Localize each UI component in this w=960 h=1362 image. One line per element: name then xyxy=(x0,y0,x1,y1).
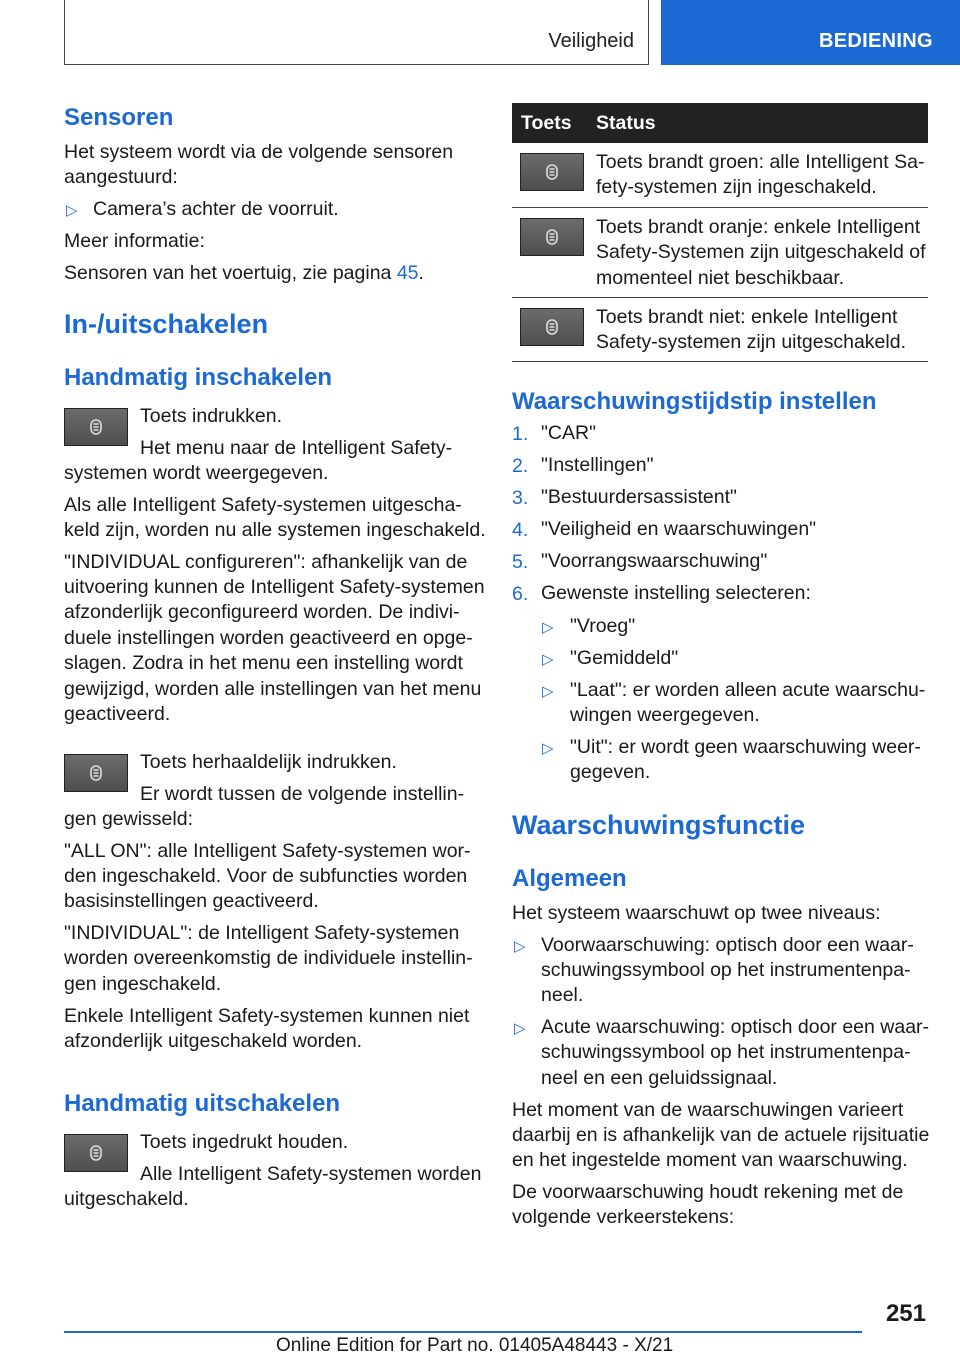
intelligent-safety-button-icon xyxy=(64,408,128,446)
sensors-heading: Sensoren xyxy=(64,104,174,131)
step-text: Gewenste instelling selecteren: xyxy=(541,582,811,604)
triangle-bullet-icon: ▷ xyxy=(542,651,554,668)
table-cell-status: Toets brandt oranje: enkele Intelligent xyxy=(596,216,921,238)
general-heading: Algemeen xyxy=(512,865,627,892)
sub-option-text: "Vroeg" xyxy=(570,615,636,637)
step-number: 4. xyxy=(512,519,529,541)
sub-option-text: "Gemiddeld" xyxy=(570,647,679,669)
body-text: den ingeschakeld. Voor de subfuncties worden xyxy=(64,865,468,887)
bullet-text: schuwingssymbool op het instrumentenpa- xyxy=(541,959,911,981)
sensors-text-line: aangestuurd: xyxy=(64,166,178,188)
table-cell-status: Safety-Systemen zijn uitgeschakeld of xyxy=(596,241,926,263)
step-text: "Veiligheid en waarschuwingen" xyxy=(541,518,817,540)
body-text: gewijzigd, worden alle instellingen van het menu xyxy=(64,678,482,700)
manual-off-heading: Handmatig uitschakelen xyxy=(64,1090,341,1117)
intelligent-safety-button-icon xyxy=(64,1134,128,1172)
sub-option-text: gegeven. xyxy=(570,761,651,783)
off-step-text: Alle Intelligent Safety-systemen worden xyxy=(140,1163,482,1185)
body-text: basisinstellingen geactiveerd. xyxy=(64,890,319,912)
triangle-bullet-icon: ▷ xyxy=(542,683,554,700)
bullet-text: Acute waarschuwing: optisch door een waar- xyxy=(541,1016,930,1038)
body-text: gen ingeschakeld. xyxy=(64,973,222,995)
footer-edition: Online Edition for Part no. 01405A48443 - X/21 xyxy=(276,1335,674,1356)
step-number: 6. xyxy=(512,583,529,605)
body-text: uitvoering kunnen de Intelligent Safety-systemen xyxy=(64,576,485,598)
header-section-title: Veiligheid xyxy=(548,30,634,52)
triangle-bullet-icon: ▷ xyxy=(542,740,554,757)
off-step-text: Toets ingedrukt houden. xyxy=(140,1131,349,1153)
table-row xyxy=(512,208,928,298)
body-text: keld zijn, worden nu alle systemen ingeschakeld. xyxy=(64,519,486,541)
triangle-bullet-icon: ▷ xyxy=(66,202,78,219)
manual-on-heading: Handmatig inschakelen xyxy=(64,364,333,391)
body-text: Het moment van de waarschuwingen varieert xyxy=(512,1099,904,1121)
off-step-text: uitgeschakeld. xyxy=(64,1188,189,1210)
body-text: volgende verkeerstekens: xyxy=(512,1206,735,1228)
intelligent-safety-button-icon xyxy=(64,754,128,792)
warning-time-heading: Waarschuwingstijdstip instellen xyxy=(512,388,877,415)
sensors-bullet-text: Camera’s achter de voorruit. xyxy=(93,198,339,220)
triangle-bullet-icon: ▷ xyxy=(514,1020,526,1037)
on-step-text: Toets indrukken. xyxy=(140,405,282,427)
header-chapter-title: BEDIENING xyxy=(819,30,933,52)
header-chapter-tab xyxy=(661,0,960,65)
table-row xyxy=(512,298,928,362)
triangle-bullet-icon: ▷ xyxy=(542,619,554,636)
repeat-step-text: gen gewisseld: xyxy=(64,808,193,830)
table-header xyxy=(512,103,928,143)
table-cell-status: Toets brandt groen: alle Intelligent Sa- xyxy=(596,151,925,173)
bullet-text: Voorwaarschuwing: optisch door een waar- xyxy=(541,934,914,956)
intelligent-safety-button-icon xyxy=(520,153,584,191)
warning-function-heading: Waarschuwingsfunctie xyxy=(512,810,806,840)
sub-option-text: "Laat": er worden alleen acute waarschu- xyxy=(570,679,926,701)
table-cell-status: fety-systemen zijn ingeschakeld. xyxy=(596,176,877,198)
step-number: 2. xyxy=(512,455,529,477)
body-text: De voorwaarschuwing houdt rekening met de xyxy=(512,1181,904,1203)
sub-option-text: wingen weergegeven. xyxy=(570,704,760,726)
page-link-45[interactable]: 45 xyxy=(396,262,419,284)
page-number: 251 xyxy=(885,1300,926,1327)
step-text: "CAR" xyxy=(541,422,597,444)
step-text: "Instellingen" xyxy=(541,454,654,476)
body-text: "ALL ON": alle Intelligent Safety-systemen wor- xyxy=(64,840,471,862)
sensors-reference: Sensoren van het voertuig, zie pagina 45. xyxy=(64,262,424,284)
step-number: 3. xyxy=(512,487,529,509)
body-text: afzonderlijk uitgeschakeld worden. xyxy=(64,1030,363,1052)
button-status-table xyxy=(512,103,928,362)
body-text: geactiveerd. xyxy=(64,703,171,725)
more-info-label: Meer informatie: xyxy=(64,230,205,252)
repeat-step-text: Er wordt tussen de volgende instellin- xyxy=(140,783,465,805)
bullet-text: schuwingssymbool op het instrumentenpa- xyxy=(541,1041,911,1063)
bullet-text: neel. xyxy=(541,984,584,1006)
triangle-bullet-icon: ▷ xyxy=(514,938,526,955)
body-text: Enkele Intelligent Safety-systemen kunnen niet xyxy=(64,1005,470,1027)
body-text: Als alle Intelligent Safety-systemen uitgescha- xyxy=(64,494,462,516)
step-number: 5. xyxy=(512,551,529,573)
repeat-step-text: Toets herhaaldelijk indrukken. xyxy=(140,751,397,773)
body-text: worden overeenkomstig de individuele instellin- xyxy=(64,947,473,969)
table-cell-status: momenteel niet beschikbaar. xyxy=(596,267,845,289)
body-text: Het systeem waarschuwt op twee niveaus: xyxy=(512,902,881,924)
table-cell-status: Safety-systemen zijn uitgeschakeld. xyxy=(596,331,906,353)
step-number: 1. xyxy=(512,423,529,445)
on-off-heading: In-/uitschakelen xyxy=(64,309,269,339)
step-text: "Voorrangswaarschuwing" xyxy=(541,550,768,572)
intelligent-safety-button-icon xyxy=(520,308,584,346)
body-text: daarbij en is afhankelijk van de actuele rijsituatie xyxy=(512,1124,930,1146)
on-step-text: systemen wordt weergegeven. xyxy=(64,462,329,484)
body-text: en het ingestelde moment van waarschuwing. xyxy=(512,1149,908,1171)
table-header-toets: Toets xyxy=(521,112,572,134)
table-row xyxy=(512,143,928,208)
sensors-text-line: Het systeem wordt via de volgende sensoren xyxy=(64,141,454,163)
footer-divider xyxy=(64,1331,862,1333)
body-text: "INDIVIDUAL configureren": afhankelijk van de xyxy=(64,551,468,573)
body-text: slagen. Zodra in het menu een instelling wordt xyxy=(64,652,463,674)
body-text: "INDIVIDUAL": de Intelligent Safety-systemen xyxy=(64,922,460,944)
header-section-box xyxy=(64,0,649,65)
body-text: duele instellingen worden geactiveerd en opge- xyxy=(64,627,473,649)
table-header-status: Status xyxy=(596,112,656,134)
step-text: "Bestuurdersassistent" xyxy=(541,486,737,508)
bullet-text: neel en een geluidssignaal. xyxy=(541,1067,778,1089)
body-text: afzonderlijk geconfigureerd worden. De indivi- xyxy=(64,601,460,623)
table-cell-status: Toets brandt niet: enkele Intelligent xyxy=(596,306,898,328)
on-step-text: Het menu naar de Intelligent Safety- xyxy=(140,437,453,459)
intelligent-safety-button-icon xyxy=(520,218,584,256)
sub-option-text: "Uit": er wordt geen waarschuwing weer- xyxy=(570,736,921,758)
